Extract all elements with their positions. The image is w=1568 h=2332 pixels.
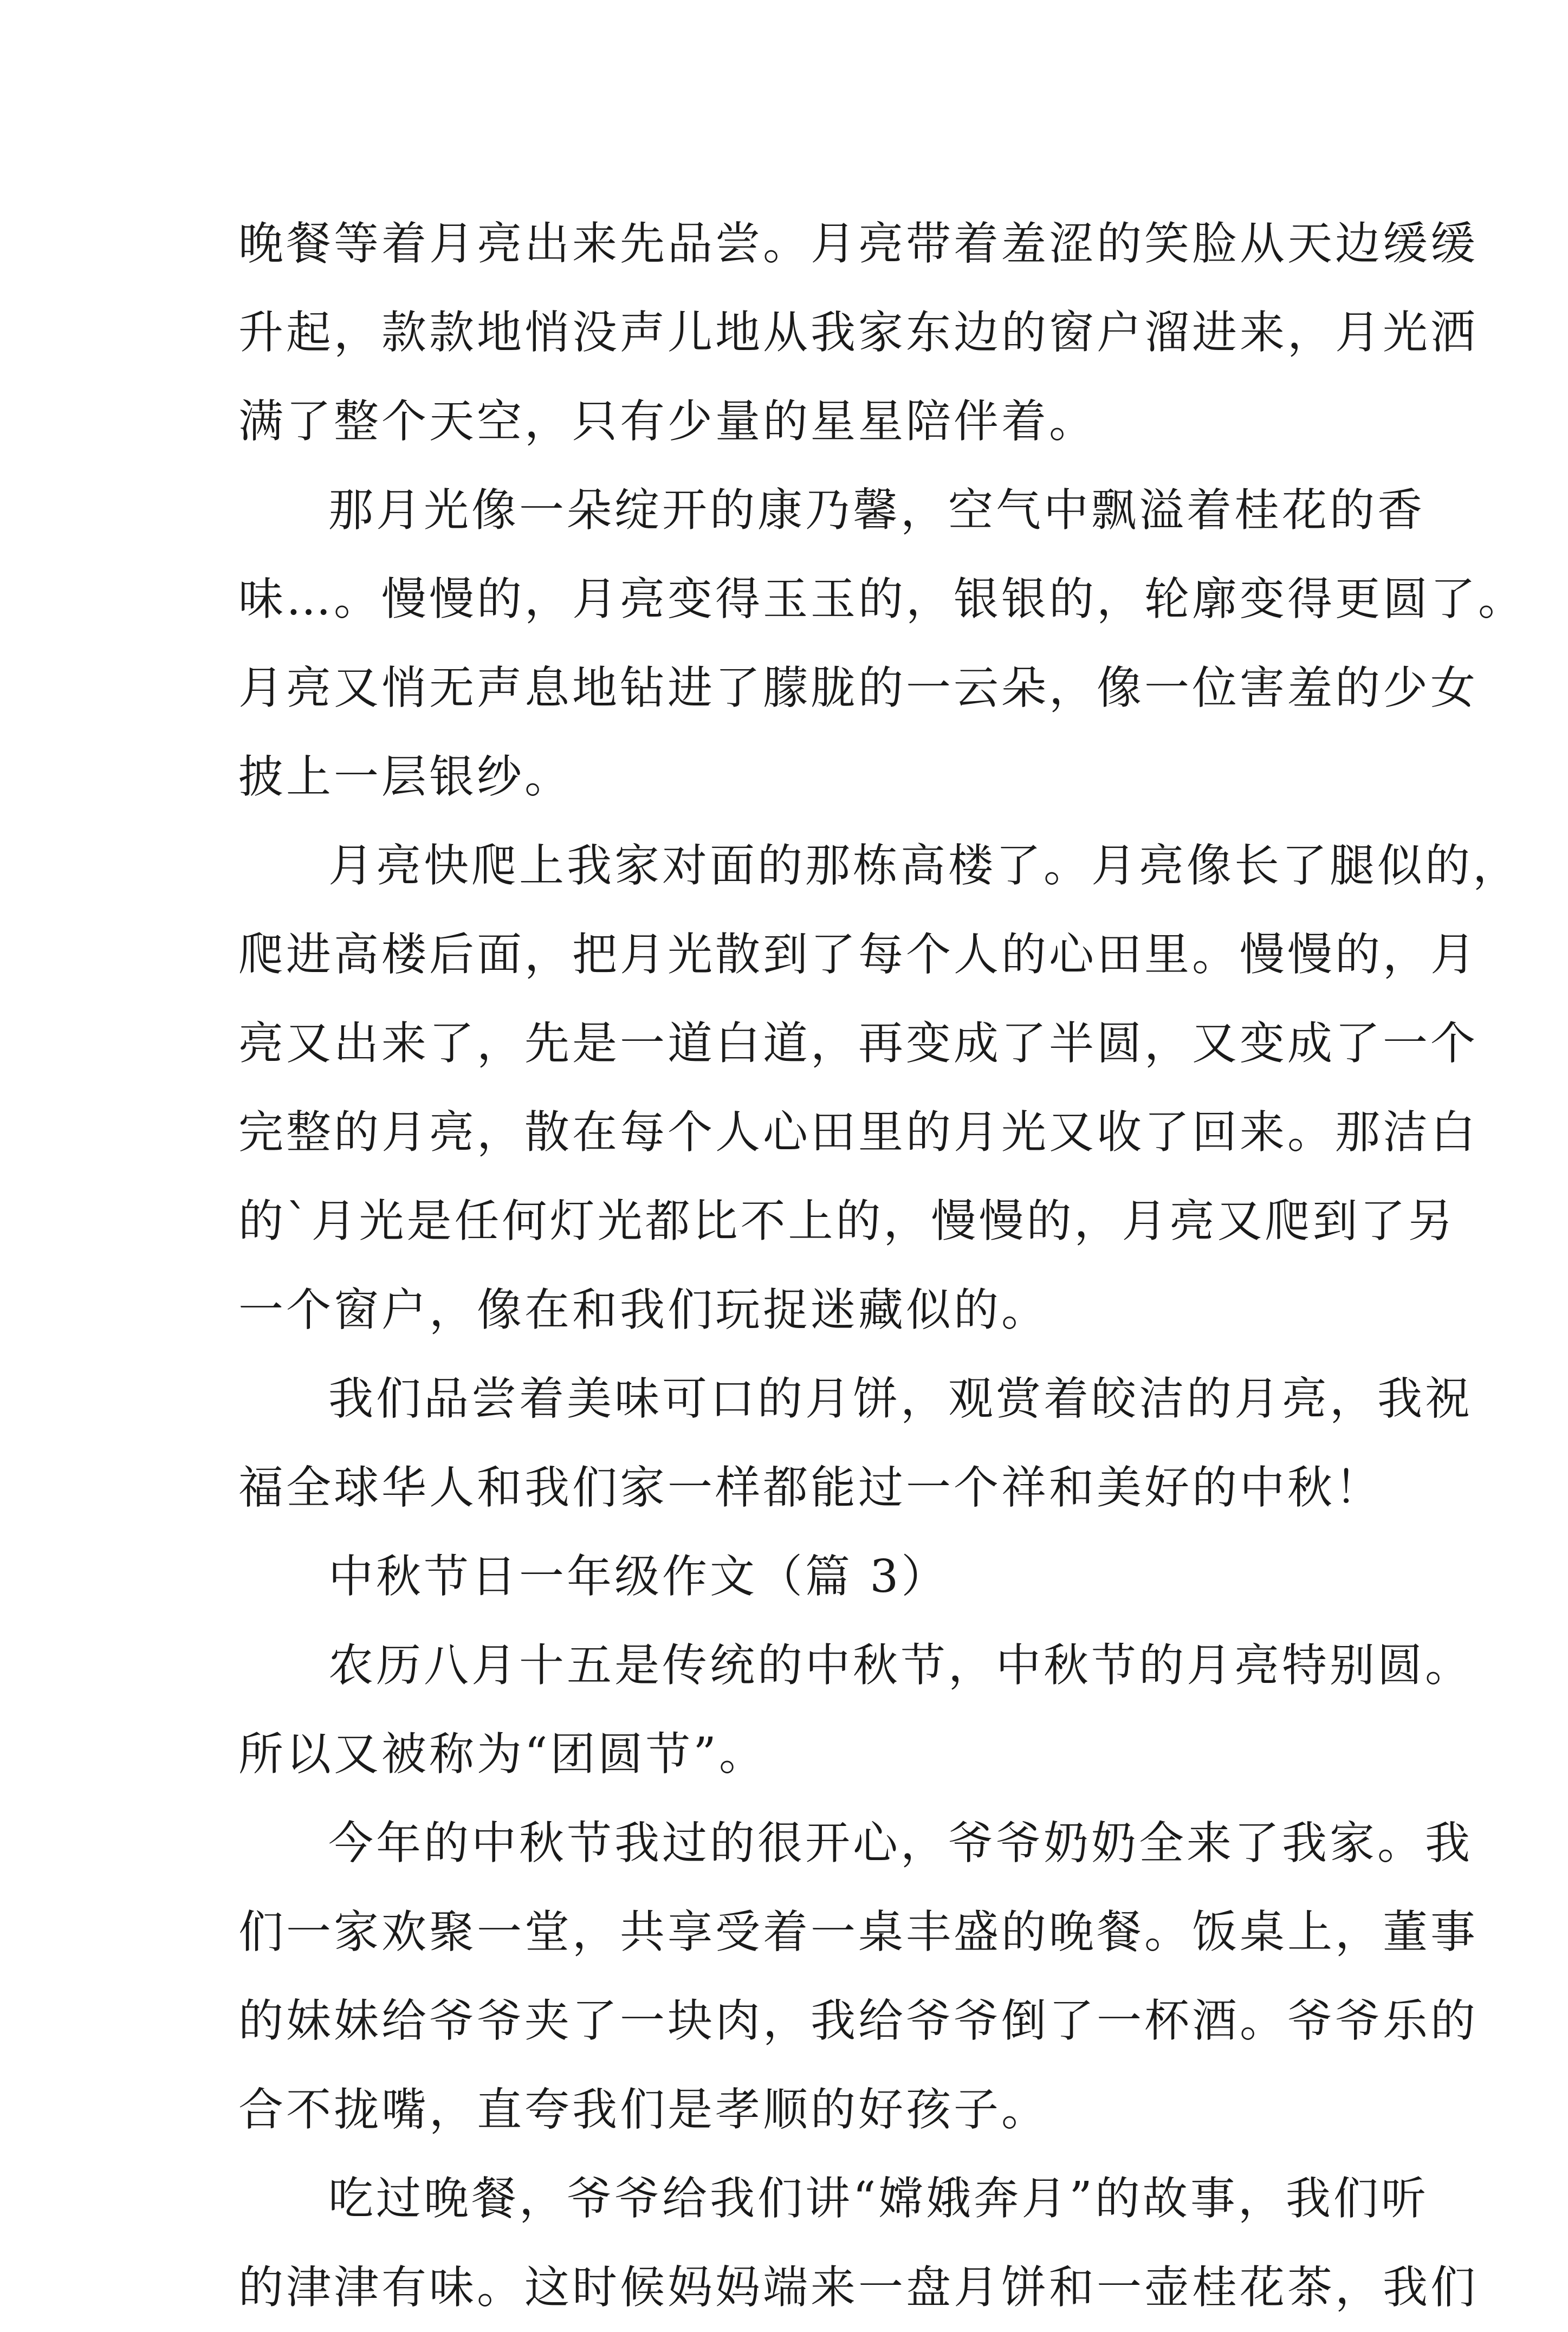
paragraph-first-line: 我们品尝着美味可口的月饼，观赏着皎洁的月亮，我祝 [328,1372,1473,1425]
paragraph-first-line: 那月光像一朵绽开的康乃馨，空气中飘溢着桂花的香 [328,484,1425,536]
text-line: 福全球华人和我们家一样都能过一个祥和美好的中秋！ [238,1461,1383,1514]
paragraph-first-line: 今年的中秋节我过的很开心，爷爷奶奶全来了我家。我 [328,1817,1473,1869]
paragraph-first-line: 月亮快爬上我家对面的那栋高楼了。月亮像长了腿似的， [328,839,1520,892]
text-line: 味…。慢慢的，月亮变得玉玉的，银银的，轮廓变得更圆了。 [238,573,1526,625]
text-line: 的津津有味。这时候妈妈端来一盘月饼和一壶桂花茶，我们 [238,2261,1478,2314]
section-heading: 中秋节日一年级作文（篇 3） [328,1550,949,1603]
paragraph-first-line: 吃过晚餐，爷爷给我们讲“嫦娥奔月”的故事，我们听 [328,2172,1429,2225]
essay-body [238,199,1526,2332]
text-line: 升起，款款地悄没声儿地从我家东边的窗户溜进来，月光洒 [238,306,1478,359]
text-line: 的`月光是任何灯光都比不上的，慢慢的，月亮又爬到了另 [238,1195,1456,1247]
text-line: 合不拢嘴，直夸我们是孝顺的好孩子。 [238,2083,1049,2136]
text-line: 满了整个天空，只有少量的星星陪伴着。 [238,395,1097,448]
text-line: 们一家欢聚一堂，共享受着一桌丰盛的晚餐。饭桌上，董事 [238,1906,1478,1958]
text-line: 晚餐等着月亮出来先品尝。月亮带着羞涩的笑脸从天边缓缓 [238,217,1478,270]
text-line: 一个窗户，像在和我们玩捉迷藏似的。 [238,1284,1049,1336]
paragraph-first-line: 农历八月十五是传统的中秋节，中秋节的月亮特别圆。 [328,1639,1473,1692]
text-line: 完整的月亮，散在每个人心田里的月光又收了回来。那洁白 [238,1106,1478,1158]
text-line: 月亮又悄无声息地钻进了朦胧的一云朵，像一位害羞的少女 [238,662,1478,714]
text-line: 所以又被称为“团圆节”。 [238,1728,767,1780]
text-line: 的妹妹给爷爷夹了一块肉，我给爷爷倒了一杯酒。爷爷乐的 [238,1994,1478,2047]
text-line: 披上一层银纱。 [238,750,572,803]
text-line: 亮又出来了，先是一道白道，再变成了半圆，又变成了一个 [238,1017,1478,1070]
text-line: 爬进高楼后面，把月光散到了每个人的心田里。慢慢的，月 [238,928,1478,981]
